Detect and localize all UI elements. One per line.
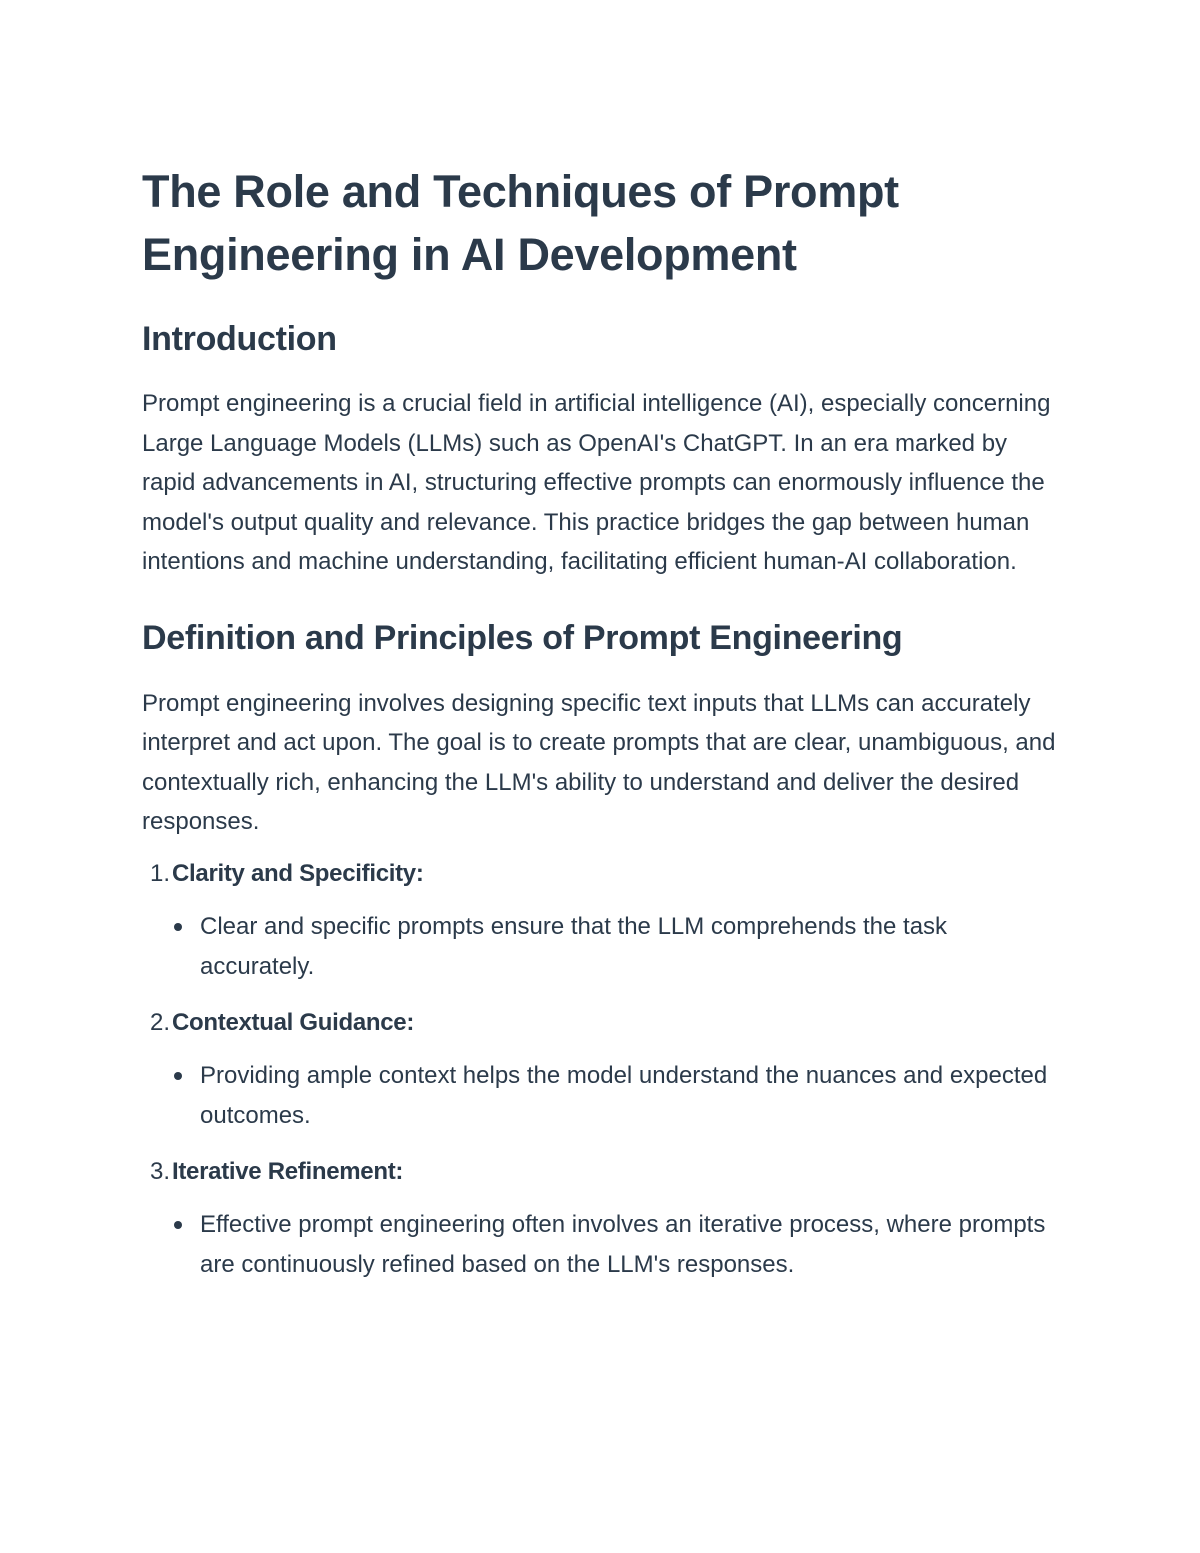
principles-list <box>142 854 1057 1285</box>
principle-title: Iterative Refinement: <box>172 1157 404 1185</box>
bullet-item <box>142 1205 1057 1285</box>
bullet-dot-icon <box>174 923 182 931</box>
bullet-dot-icon <box>174 1072 182 1080</box>
bullet-item <box>142 1056 1057 1136</box>
principle-title: Contextual Guidance: <box>172 1008 415 1036</box>
principle-item <box>142 1152 1057 1285</box>
bullet-dot-icon <box>174 1221 182 1229</box>
principle-bullets <box>142 1056 1057 1136</box>
section-heading-definition: Definition and Principles of Prompt Engineering <box>142 618 903 657</box>
document-title: The Role and Techniques of Prompt Engineering in AI Development <box>142 166 899 280</box>
list-number: 2. <box>149 1008 170 1036</box>
principle-item <box>142 1003 1057 1136</box>
principle-title: Clarity and Specificity: <box>172 859 424 887</box>
introduction-paragraph: Prompt engineering is a crucial field in artificial intelligence (AI), especially concerning Large Language Models (LLMs) such as OpenAI's ChatGPT. In an era marked by rapid advancements in AI, structuring effective prompts can enormously influence the model's output quality and relevance. This practice bridges the gap between human intentions and machine understanding, facilitating efficient human-AI collaboration. <box>142 390 1051 575</box>
document-page <box>142 160 1057 1285</box>
definition-paragraph: Prompt engineering involves designing specific text inputs that LLMs can accurately interpret and act upon. The goal is to create prompts that are clear, unambiguous, and contextually rich, enhancing the LLM's ability to understand and deliver the desired responses. <box>142 689 1056 835</box>
bullet-text: Providing ample context helps the model understand the nuances and expected outcomes. <box>200 1061 1048 1129</box>
list-number: 3. <box>149 1157 170 1185</box>
principle-bullets <box>142 1205 1057 1285</box>
bullet-item <box>142 907 1057 987</box>
bullet-text: Effective prompt engineering often involves an iterative process, where prompts are continuously refined based on the LLM's responses. <box>200 1210 1046 1278</box>
section-heading-introduction: Introduction <box>142 320 337 358</box>
principle-bullets <box>142 907 1057 987</box>
bullet-text: Clear and specific prompts ensure that the LLM comprehends the task accurately. <box>200 912 948 980</box>
list-number: 1. <box>149 859 170 887</box>
principle-item <box>142 854 1057 987</box>
